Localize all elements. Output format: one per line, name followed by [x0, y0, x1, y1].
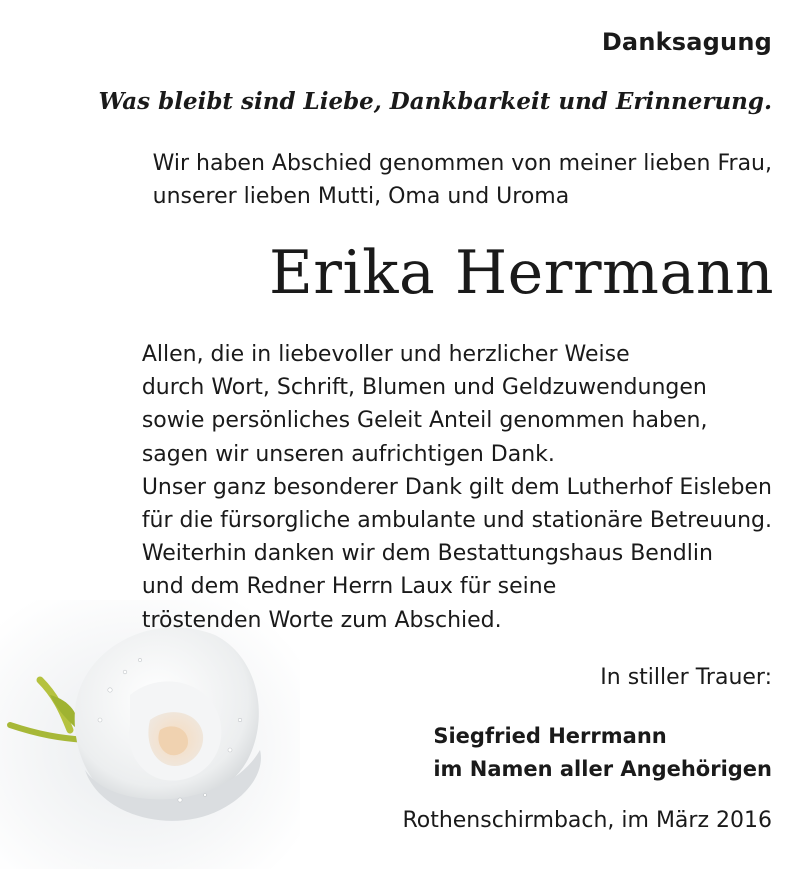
thanks-line: Weiterhin danken wir dem Bestattungshaus Bendlin	[141, 541, 713, 567]
thanks-line: durch Wort, Schrift, Blumen und Geldzuwendungen	[141, 375, 707, 401]
thanks-line: Unser ganz besonderer Dank gilt dem Lutherhof Eisleben	[141, 474, 772, 500]
heading: Danksagung	[601, 28, 772, 56]
white-rose-image	[0, 600, 300, 869]
thanks-line: tröstenden Worte zum Abschied.	[141, 607, 502, 633]
intro-line: unserer lieben Mutti, Oma und Uroma	[152, 184, 570, 209]
thanks-line: Allen, die in liebevoller und herzlicher Weise	[141, 342, 630, 367]
signers	[433, 720, 772, 786]
thanks-line: und dem Redner Herrn Laux für seine	[141, 574, 557, 600]
motto: Was bleibt sind Liebe, Dankbarkeit und Erinnerung.	[98, 88, 772, 115]
thanks-line: für die fürsorgliche ambulante und stationäre Betreuung.	[141, 508, 772, 534]
signer-name: Siegfried Herrmann	[433, 724, 667, 748]
thanks-line: sowie persönliches Geleit Anteil genommen haben,	[141, 408, 708, 434]
mourning-label: In stiller Trauer:	[600, 665, 772, 690]
place-date: Rothenschirmbach, im März 2016	[402, 808, 772, 833]
intro-line: Wir haben Abschied genommen von meiner lieben Frau,	[152, 151, 772, 176]
deceased-name: Erika Herrmann	[268, 238, 774, 308]
thanks-line: sagen wir unseren aufrichtigen Dank.	[141, 441, 555, 467]
thanks-text	[142, 338, 772, 637]
signer-note: im Namen aller Angehörigen	[433, 757, 772, 781]
intro-text	[153, 147, 772, 213]
